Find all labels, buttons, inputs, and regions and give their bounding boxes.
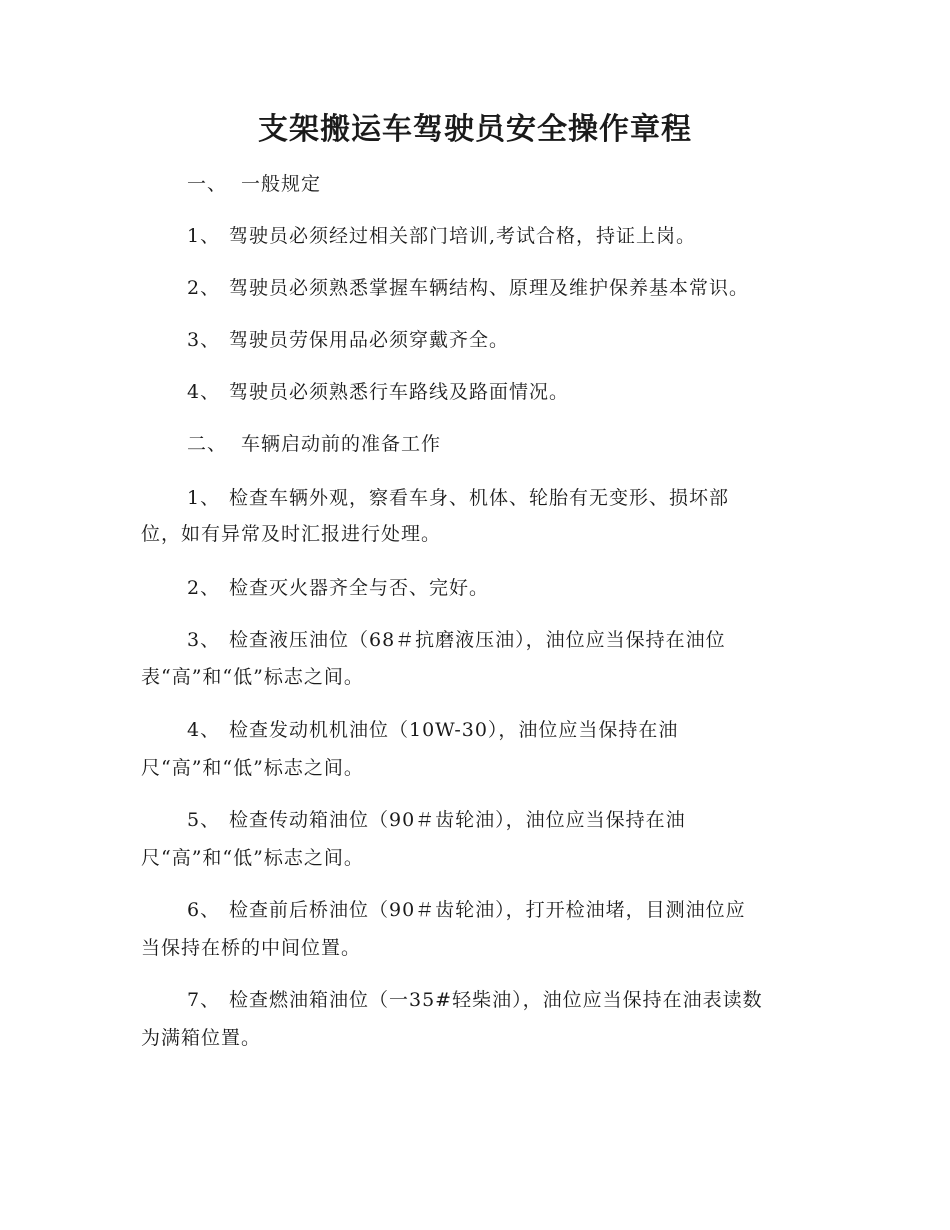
item-text: 检查传动箱油位（90＃齿轮油），油位应当保持在油 — [229, 809, 686, 831]
list-item — [187, 484, 729, 512]
list-item — [187, 574, 489, 602]
item-number: 4、 — [187, 381, 221, 403]
section-title: 车辆启动前的准备工作 — [241, 433, 442, 455]
section-title: 一般规定 — [241, 173, 322, 195]
item-text: 检查车辆外观，察看车身、机体、轮胎有无变形、损坏部 — [229, 487, 730, 509]
item-number: 3、 — [187, 329, 221, 351]
item-text-continuation: 尺“高”和“低”标志之间。 — [141, 757, 364, 779]
item-text: 检查灭火器齐全与否、完好。 — [229, 577, 490, 599]
item-number: 2、 — [187, 277, 221, 299]
item-number: 1、 — [187, 225, 221, 247]
list-item — [187, 222, 696, 250]
item-number: 1、 — [187, 487, 221, 509]
list-item — [187, 806, 686, 834]
item-text: 检查前后桥油位（90＃齿轮油），打开检油堵，目测油位应 — [229, 899, 746, 921]
item-number: 4、 — [187, 719, 221, 741]
list-item — [187, 716, 678, 744]
list-item — [187, 378, 569, 406]
item-text: 驾驶员必须熟悉行车路线及路面情况。 — [229, 381, 570, 403]
item-text: 驾驶员劳保用品必须穿戴齐全。 — [229, 329, 510, 351]
list-item — [187, 626, 726, 654]
list-item — [187, 326, 509, 354]
section-heading — [187, 430, 441, 458]
section-number: 一、 — [187, 173, 228, 195]
item-number: 6、 — [187, 899, 221, 921]
section-heading — [187, 170, 321, 198]
item-number: 7、 — [187, 989, 221, 1011]
item-text-continuation: 当保持在桥的中间位置。 — [141, 937, 362, 959]
document-title: 支架搬运车驾驶员安全操作章程 — [258, 112, 692, 147]
list-item — [187, 274, 749, 302]
section-number: 二、 — [187, 433, 228, 455]
item-text: 检查液压油位（68＃抗磨液压油），油位应当保持在油位 — [229, 629, 726, 651]
item-number: 3、 — [187, 629, 221, 651]
list-item — [187, 986, 763, 1014]
item-text-continuation: 尺“高”和“低”标志之间。 — [141, 847, 364, 869]
item-text-continuation: 表“高”和“低”标志之间。 — [141, 666, 364, 688]
item-number: 5、 — [187, 809, 221, 831]
item-text-continuation: 为满箱位置。 — [141, 1027, 262, 1049]
item-text: 检查燃油箱油位（一35#轻柴油），油位应当保持在油表读数 — [229, 989, 763, 1011]
item-text: 驾驶员必须熟悉掌握车辆结构、原理及维护保养基本常识。 — [229, 277, 750, 299]
item-text: 驾驶员必须经过相关部门培训,考试合格，持证上岗。 — [229, 225, 697, 247]
item-text: 检查发动机机油位（10W-30），油位应当保持在油 — [229, 719, 679, 741]
item-text-continuation: 位，如有异常及时汇报进行处理。 — [141, 523, 442, 545]
item-number: 2、 — [187, 577, 221, 599]
list-item — [187, 896, 746, 924]
